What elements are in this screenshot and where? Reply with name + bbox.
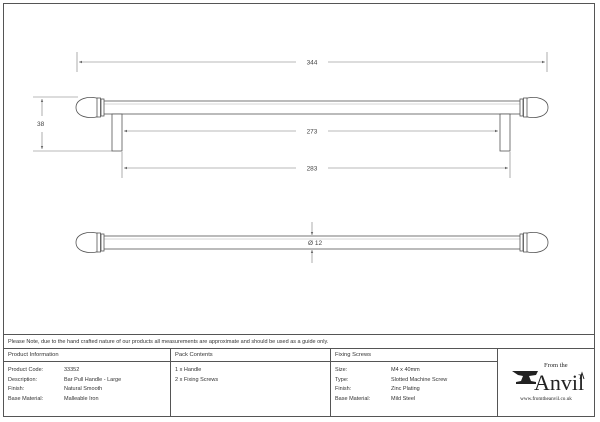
pack-contents-item: 1 x Handle [175, 367, 202, 373]
logo-url: www.fromtheanvil.co.uk [520, 396, 572, 402]
product-info-heading: Product Information [4, 349, 170, 362]
product-info-row: Finish: Natural Smooth [8, 386, 103, 392]
fixing-screws-row: Base Material: Mild Steel [335, 395, 416, 402]
dimension-height-label: 38 [37, 121, 45, 128]
fixing-screws-heading: Fixing Screws [331, 349, 497, 362]
fixing-screws-row: Finish: Zinc Plating [335, 386, 420, 392]
handle-side-view [76, 97, 548, 151]
spec-table [4, 348, 595, 417]
pack-contents-item: 2 x Fixing Screws [175, 376, 219, 383]
product-info-row: Base Material: Malleable Iron [8, 395, 99, 402]
pack-contents-heading: Pack Contents [171, 349, 330, 362]
dimension-overall-length-label: 344 [306, 59, 318, 67]
pack-contents-section [171, 349, 331, 417]
fixing-screws-row: Type: Slotted Machine Screw [335, 376, 448, 383]
from-the-anvil-logo [498, 349, 594, 417]
dimension-diameter-label: Ø 12 [308, 240, 323, 247]
logo-brand: Anvil [534, 370, 585, 395]
dimension-foot-span-label: 283 [306, 165, 318, 173]
logo-tagline: From the [544, 362, 568, 369]
product-info-row: Description: Bar Pull Handle - Large [8, 376, 122, 383]
product-info-section [4, 349, 171, 417]
product-info-row: Product Code: 33352 [8, 367, 80, 373]
fixing-screws-section [331, 349, 498, 417]
fixing-screws-row: Size: M4 x 40mm [335, 367, 420, 373]
measurement-notice: Please Note, due to the hand crafted nature of our products all measurements are approximate and should be used as a guide only. [4, 334, 594, 348]
dimension-centers-label: 273 [306, 128, 318, 136]
